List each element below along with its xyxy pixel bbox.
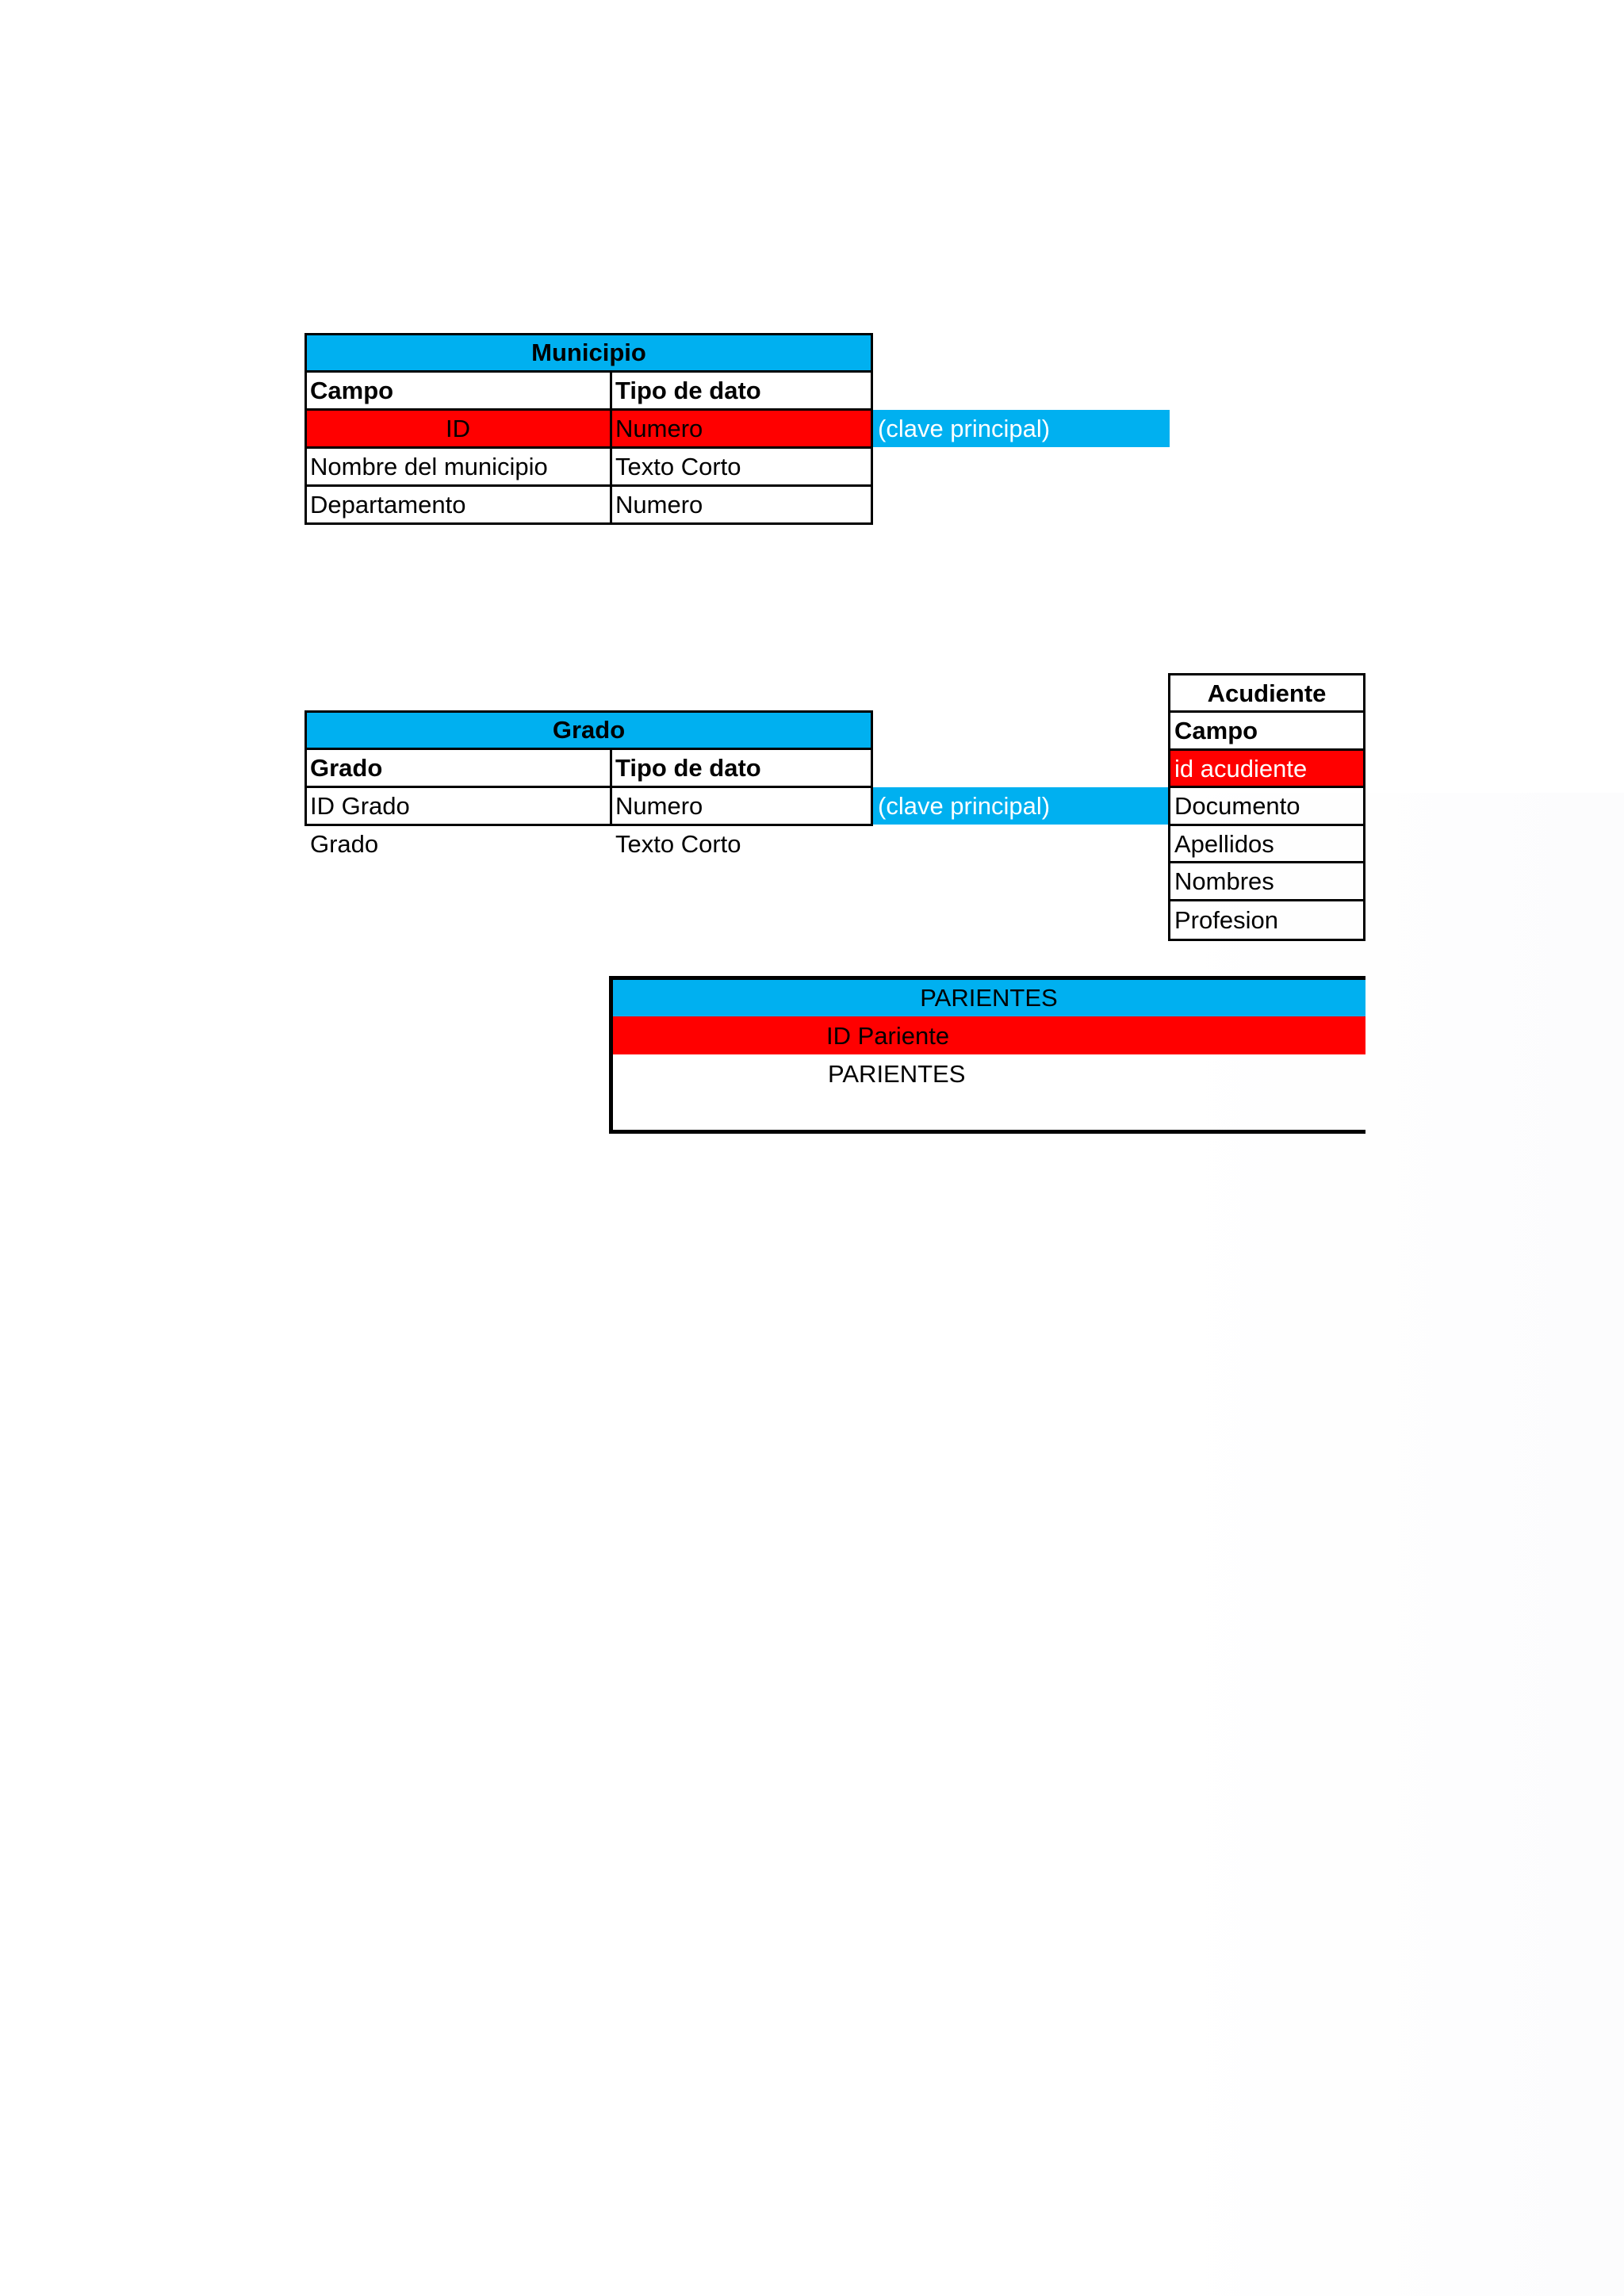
parientes-title: PARIENTES bbox=[612, 979, 1365, 1016]
acudiente-row-documento: Documento bbox=[1174, 792, 1300, 820]
acudiente-row-profesion: Profesion bbox=[1174, 905, 1278, 934]
municipio-column-divider bbox=[610, 370, 612, 525]
municipio-header-campo: Campo bbox=[310, 376, 394, 404]
municipio-row-nombre-campo: Nombre del municipio bbox=[310, 452, 548, 480]
acudiente-divider bbox=[1168, 861, 1365, 863]
municipio-primary-key-note: (clave principal) bbox=[873, 410, 1170, 447]
grado-header-grado: Grado bbox=[310, 753, 383, 782]
grado-border bbox=[304, 710, 873, 826]
parientes-row-name: PARIENTES bbox=[828, 1059, 966, 1088]
municipio-border bbox=[304, 333, 873, 525]
acudiente-title: Acudiente bbox=[1207, 679, 1327, 707]
acudiente-header-campo: Campo bbox=[1174, 717, 1258, 744]
grado-row-id-tipo: Numero bbox=[615, 791, 703, 820]
grado-column-divider bbox=[610, 748, 612, 826]
acudiente-row-id: id acudiente bbox=[1170, 749, 1364, 787]
grado-divider bbox=[304, 786, 873, 788]
acudiente-divider bbox=[1168, 710, 1365, 713]
acudiente-divider bbox=[1168, 899, 1365, 901]
municipio-row-id-campo: ID bbox=[305, 409, 611, 447]
parientes-row-id: ID Pariente bbox=[612, 1016, 1365, 1054]
parientes-bottom-border bbox=[609, 1130, 1365, 1134]
grado-divider bbox=[304, 748, 873, 750]
grado-row-id-campo: ID Grado bbox=[310, 791, 410, 820]
grado-row-grado-tipo: Texto Corto bbox=[615, 829, 741, 858]
grado-title: Grado bbox=[305, 710, 872, 748]
municipio-row-departamento-campo: Departamento bbox=[310, 490, 466, 519]
parientes-left-border bbox=[609, 976, 613, 1134]
municipio-row-id-tipo: Numero bbox=[611, 409, 872, 447]
municipio-divider bbox=[304, 408, 873, 411]
acudiente-divider bbox=[1168, 748, 1365, 751]
acudiente-divider bbox=[1168, 786, 1365, 788]
parientes-top-border bbox=[609, 976, 1365, 980]
grado-header-tipo: Tipo de dato bbox=[615, 753, 761, 782]
acudiente-divider bbox=[1168, 824, 1365, 826]
municipio-divider bbox=[304, 370, 873, 373]
municipio-divider bbox=[304, 446, 873, 449]
grado-primary-key-note: (clave principal) bbox=[873, 787, 1170, 825]
grado-row-grado-campo: Grado bbox=[310, 829, 379, 858]
municipio-row-departamento-tipo: Numero bbox=[615, 490, 703, 519]
municipio-title: Municipio bbox=[305, 333, 872, 371]
municipio-divider bbox=[304, 484, 873, 487]
municipio-header-tipo: Tipo de dato bbox=[615, 376, 761, 404]
municipio-row-nombre-tipo: Texto Corto bbox=[615, 452, 741, 480]
acudiente-row-nombres: Nombres bbox=[1174, 867, 1274, 895]
acudiente-row-apellidos: Apellidos bbox=[1174, 829, 1274, 858]
